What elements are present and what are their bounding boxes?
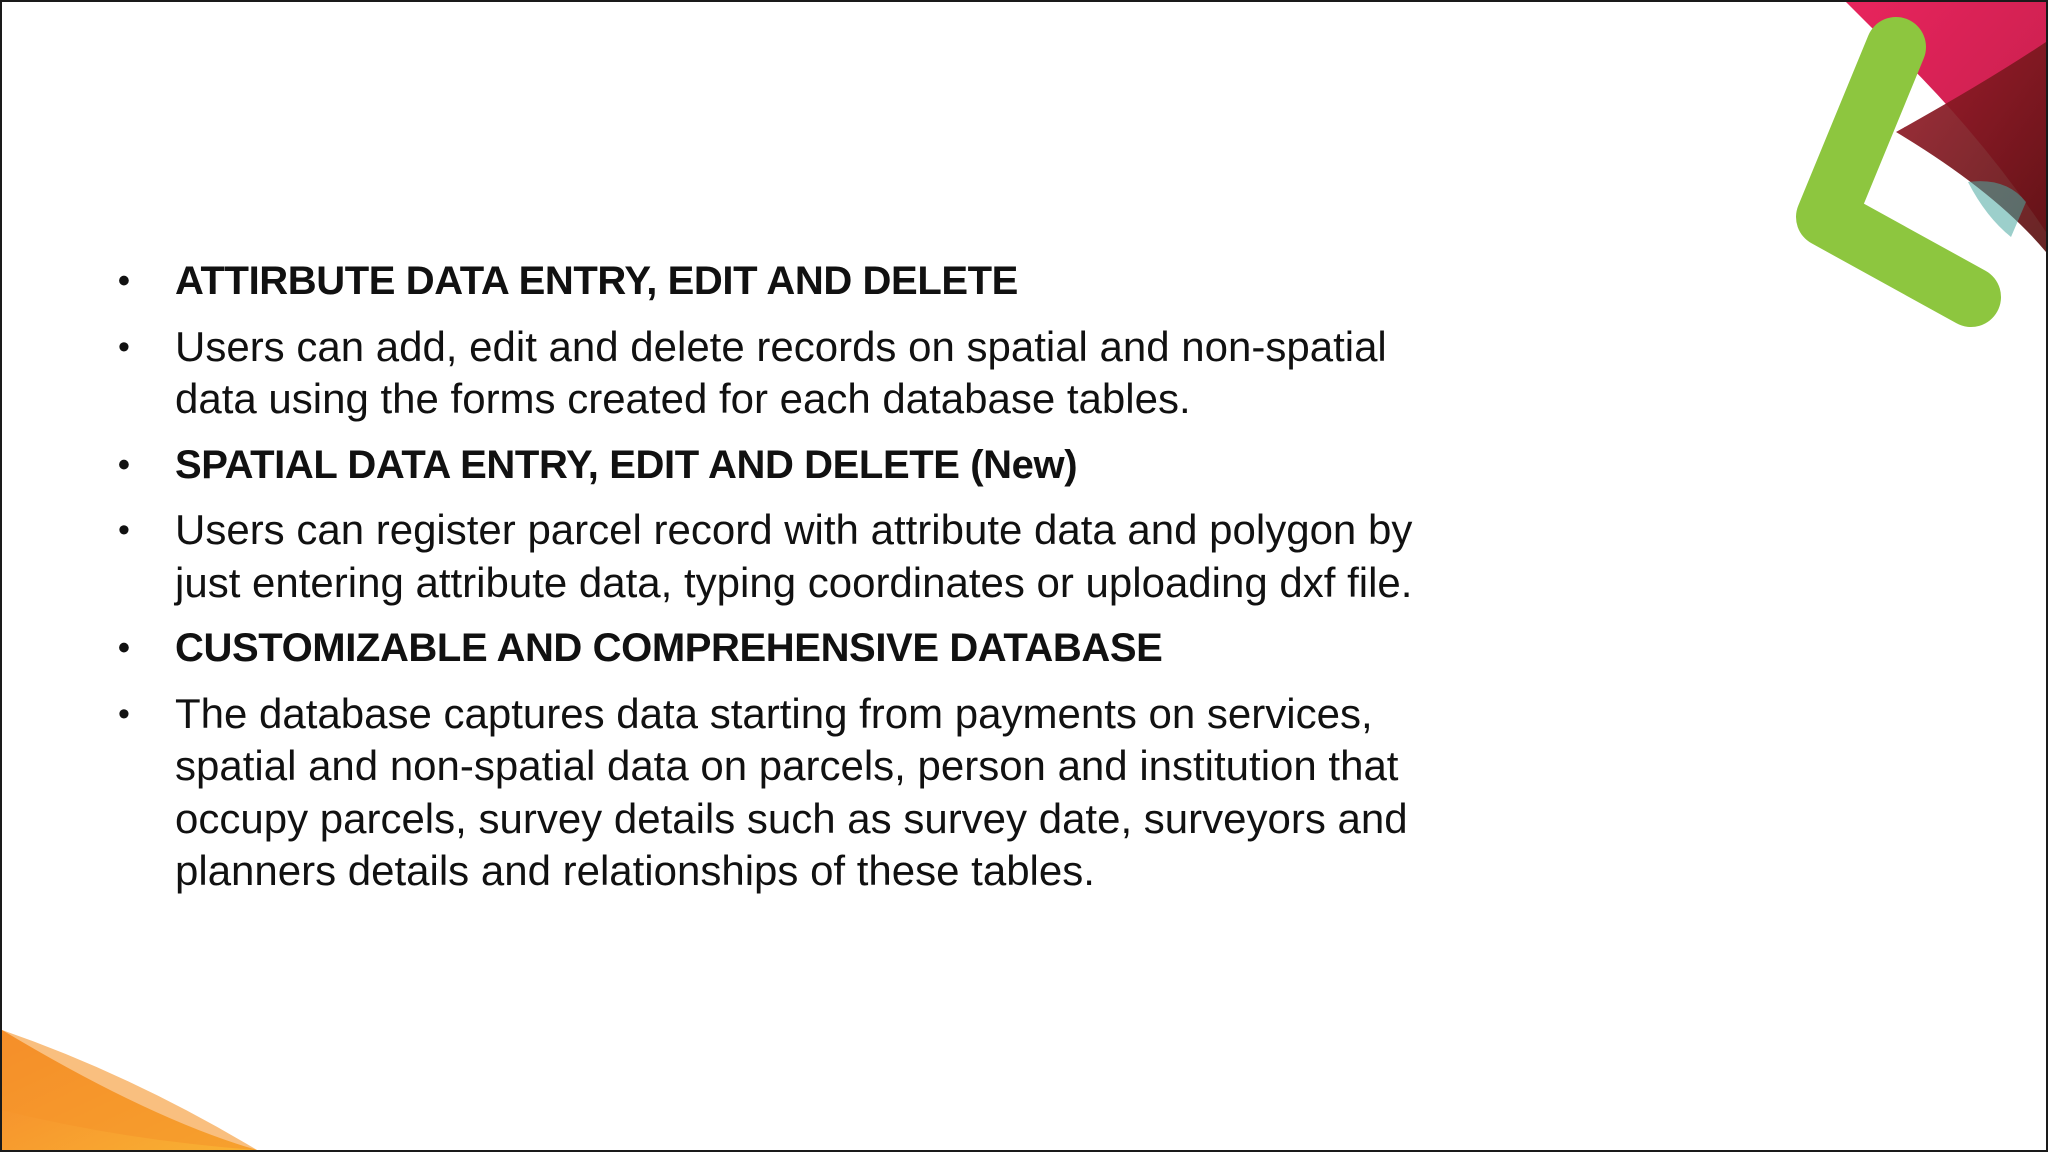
- bullet-dot: •: [118, 629, 130, 667]
- bullet-dot: •: [118, 327, 130, 366]
- bullet-text: Users can register parcel record with attribute data and polygon by just entering attribute data, typing coordinates or uploading dxf file.: [175, 506, 1413, 606]
- bullet-heading-database: [114, 622, 1614, 675]
- bullet-body-attribute-data: [114, 321, 1614, 426]
- bullet-text: Users can add, edit and delete records on spatial and non-spatial data using the forms created for each database tables.: [175, 322, 1387, 422]
- bullet-body-spatial-data: [114, 504, 1614, 609]
- bullet-text: SPATIAL DATA ENTRY, EDIT AND DELETE (New): [175, 442, 1078, 487]
- bullet-heading-spatial-data: [114, 439, 1614, 492]
- bullet-text: The database captures data starting from payments on services, spatial and non-spatial data on parcels, person and institution that occupy parcels, survey details such as survey date, surveyors and planners details and relationships of these tables.: [175, 689, 1408, 894]
- bullet-dot: •: [118, 694, 130, 733]
- bullet-dot: •: [118, 262, 130, 300]
- bullet-body-database: [114, 688, 1614, 898]
- green-arrow-graphic: [1706, 2, 2046, 382]
- bullet-text: CUSTOMIZABLE AND COMPREHENSIVE DATABASE: [175, 626, 1163, 670]
- bullet-heading-attribute-data: [114, 255, 1614, 308]
- bullet-dot: •: [118, 445, 130, 484]
- bullet-list: [114, 255, 1614, 911]
- bullet-dot: •: [118, 511, 130, 549]
- bullet-text: ATTIRBUTE DATA ENTRY, EDIT AND DELETE: [175, 259, 1018, 303]
